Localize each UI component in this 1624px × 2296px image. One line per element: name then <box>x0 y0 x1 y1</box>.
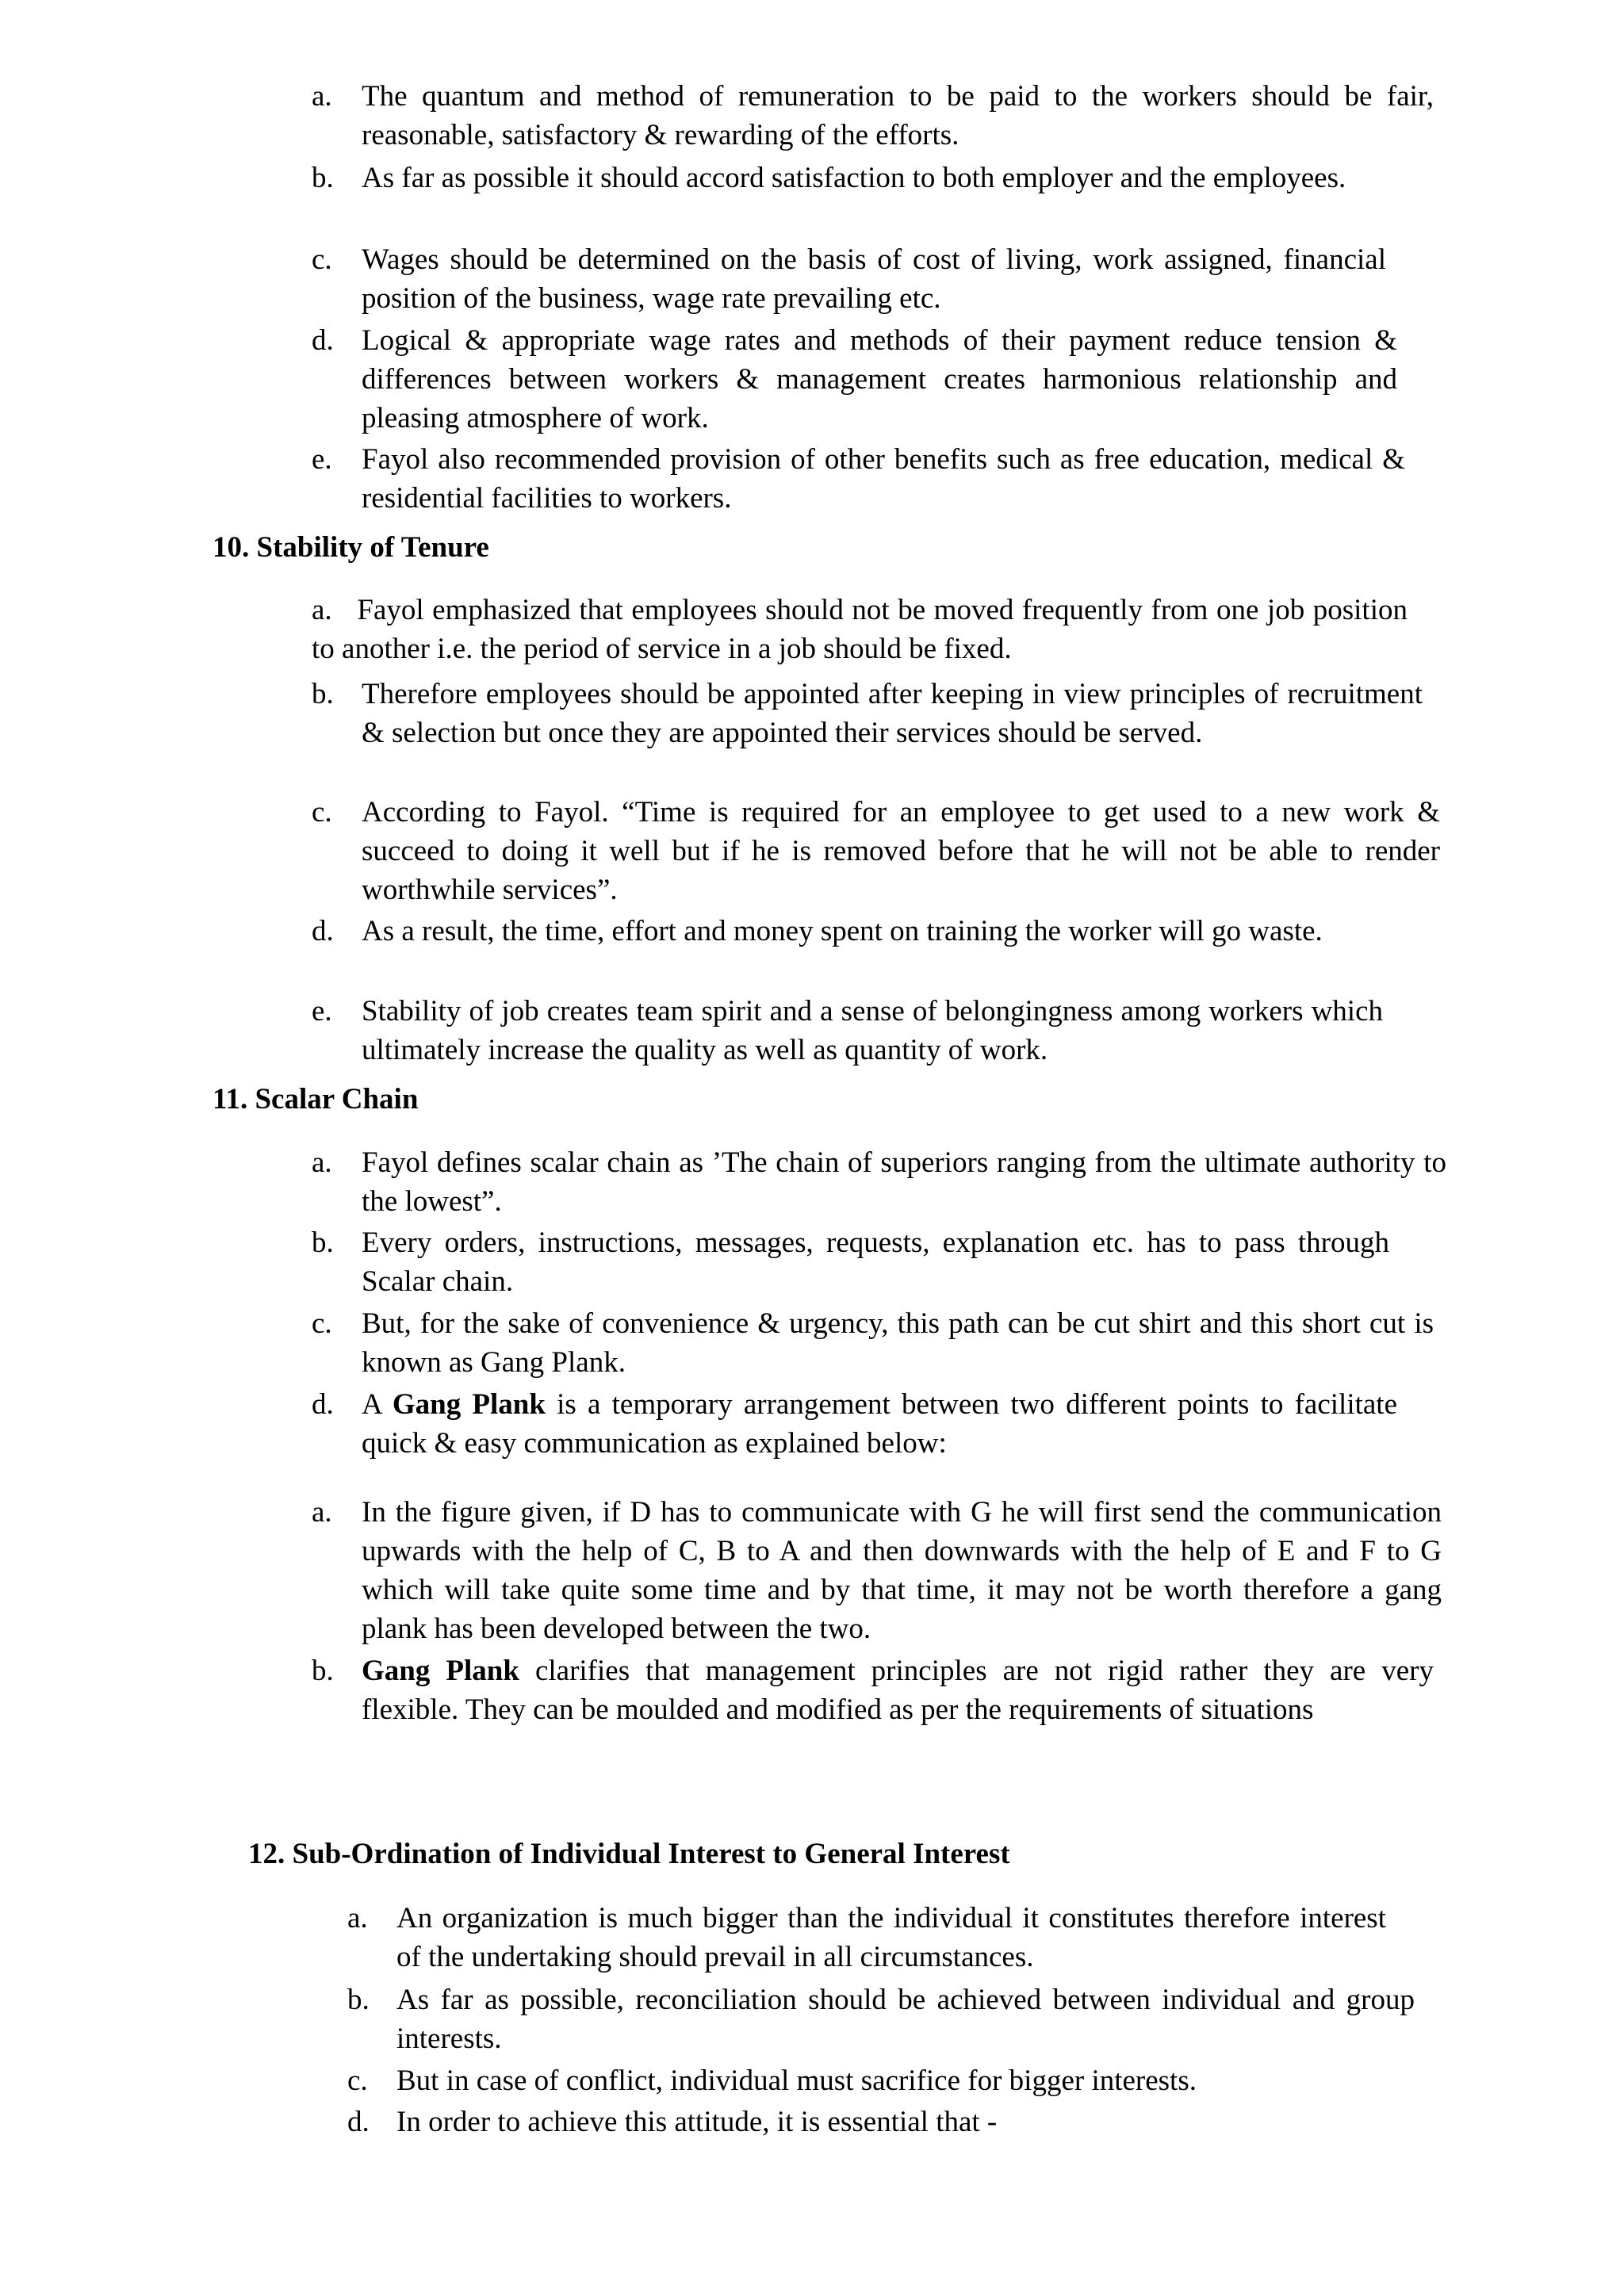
list-item: But in case of conflict, individual must sacrifice for bigger interests. <box>396 2064 1197 2097</box>
list-marker: b. <box>312 1226 334 1259</box>
list-marker: c. <box>312 1307 332 1340</box>
list-marker: d. <box>347 2106 370 2138</box>
section-heading: 11. Scalar Chain <box>213 1083 419 1115</box>
list-item-text: is a temporary arrangement between two different points to facilitate quick & easy communication as explained below: <box>362 1388 1397 1460</box>
list-item: According to Fayol. “Time is required for an employee to get used to a new work & succeed to doing it well but if he is removed before that he will not be able to render worthwhile services”. <box>362 796 1440 906</box>
list-item: Fayol defines scalar chain as ’The chain of superiors ranging from the ultimate authority to the lowest”. <box>362 1146 1446 1218</box>
gang-plank-term: Gang Plank <box>392 1388 546 1421</box>
list-marker: a. <box>312 1496 332 1529</box>
list-marker: e. <box>312 443 332 476</box>
section-heading: 12. Sub-Ordination of Individual Interest to General Interest <box>248 1838 1010 1870</box>
list-item: Logical & appropriate wage rates and methods of their payment reduce tension & differences between workers & management creates harmonious relationship and pleasing atmosphere of work. <box>362 324 1397 434</box>
section-heading: 10. Stability of Tenure <box>213 531 489 564</box>
list-marker: d. <box>312 915 334 947</box>
list-item-text: A <box>362 1388 393 1421</box>
list-marker: c. <box>347 2064 368 2097</box>
list-marker: a. <box>347 1902 368 1934</box>
list-item: The quantum and method of remuneration to be paid to the workers should be fair, reasonable, satisfactory & rewarding of the efforts. <box>362 80 1434 151</box>
list-item: Stability of job creates team spirit and a sense of belongingness among workers which ultimately increase the quality as well as quantity of work. <box>362 995 1383 1066</box>
gang-plank-term: Gang Plank <box>362 1655 519 1687</box>
list-item: Fayol also recommended provision of other benefits such as free education, medical & residential facilities to workers. <box>362 443 1405 515</box>
list-item <box>362 1651 1434 1729</box>
list-item: As far as possible it should accord satisfaction to both employer and the employees. <box>362 162 1346 194</box>
list-marker: e. <box>312 995 332 1027</box>
list-item-text: Fayol emphasized that employees should not be moved frequently from one job position to another i.e. the period of service in a job should be fixed. <box>312 594 1408 665</box>
list-marker: a. <box>312 80 332 113</box>
list-marker: a. <box>312 1146 332 1179</box>
list-marker: a. <box>312 594 332 626</box>
list-item: In the figure given, if D has to communicate with G he will first send the communication upwards with the help of C, B to A and then downwards with the help of E and F to G which will take quite some time and by that time, it may not be worth therefore a gang plank has been developed between the two. <box>362 1496 1442 1645</box>
list-marker: b. <box>312 678 334 710</box>
list-marker: d. <box>312 1388 334 1421</box>
list-item-text: clarifies that management principles are not rigid rather they are very flexible. They can be moulded and modified as per the requirements of situations <box>362 1655 1434 1726</box>
list-marker: c. <box>312 796 332 828</box>
list-item: In order to achieve this attitude, it is essential that - <box>396 2106 998 2138</box>
list-item: As far as possible, reconciliation should be achieved between individual and group interests. <box>396 1984 1415 2055</box>
list-item <box>312 591 1408 668</box>
list-item: An organization is much bigger than the individual it constitutes therefore interest of the undertaking should prevail in all circumstances. <box>396 1902 1386 1973</box>
list-item: As a result, the time, effort and money spent on training the worker will go waste. <box>362 915 1323 947</box>
list-marker: b. <box>312 162 334 194</box>
list-item: Every orders, instructions, messages, requests, explanation etc. has to pass through Scalar chain. <box>362 1226 1389 1298</box>
list-item <box>362 1385 1397 1463</box>
list-marker: b. <box>312 1655 334 1687</box>
list-item: Wages should be determined on the basis of cost of living, work assigned, financial position of the business, wage rate prevailing etc. <box>362 243 1386 315</box>
list-marker: d. <box>312 324 334 357</box>
list-marker: b. <box>347 1984 370 2016</box>
list-item: Therefore employees should be appointed after keeping in view principles of recruitment & selection but once they are appointed their services should be served. <box>362 678 1423 749</box>
list-item: But, for the sake of convenience & urgency, this path can be cut shirt and this short cut is known as Gang Plank. <box>362 1307 1434 1379</box>
list-marker: c. <box>312 243 332 276</box>
